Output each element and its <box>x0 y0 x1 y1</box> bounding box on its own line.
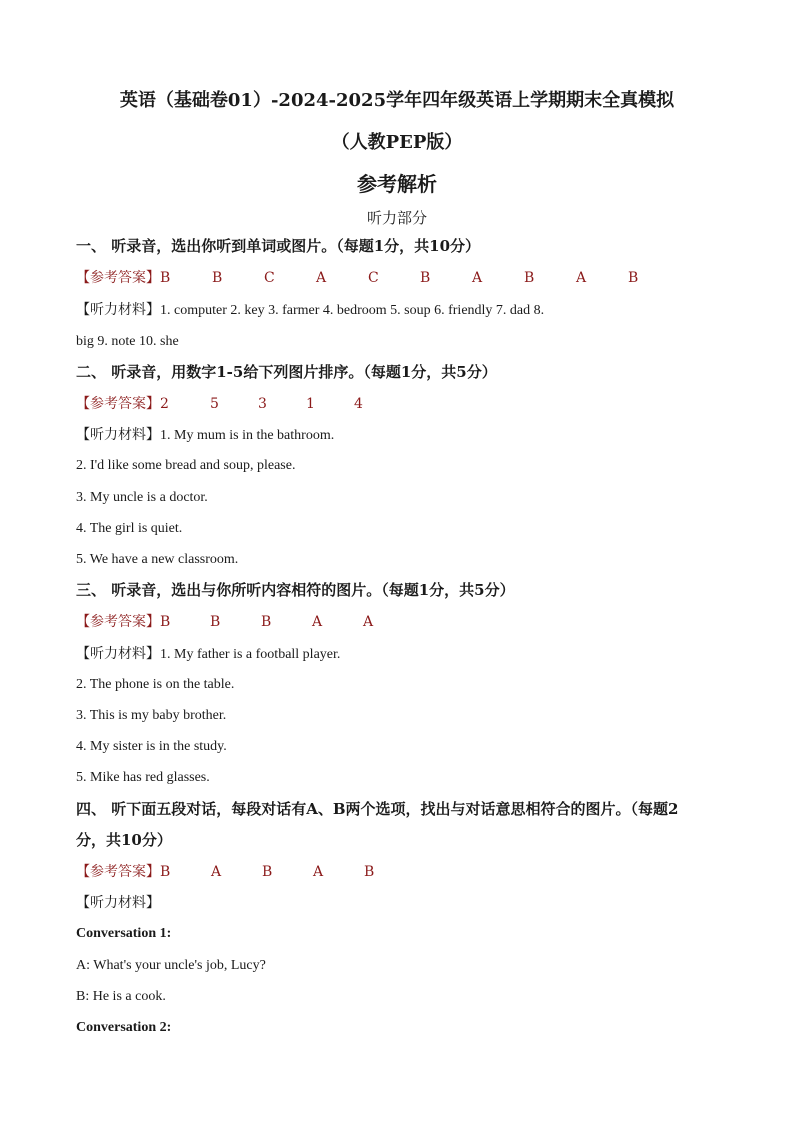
answer-item: A <box>576 270 587 286</box>
q4-answers <box>76 862 724 882</box>
answer-label: 【参考答案】 <box>76 270 160 286</box>
material-label: 【听力材料】 <box>76 302 160 318</box>
q4-heading-1: 四、 听下面五段对话，每段对话有A、B两个选项，找出与对话意思相符合的图片。（每题2 <box>76 800 679 818</box>
q2-heading: 二、 听录音，用数字1-5给下列图片排序。（每题1分，共5分） <box>76 363 497 381</box>
q2-material-4: 4. The girl is quiet. <box>76 521 183 536</box>
answer-item: A <box>472 270 483 286</box>
material-text: 1. computer 2. key 3. farmer 4. bedroom 5. soup 6. friendly 7. dad 8. <box>160 303 545 318</box>
q1-heading: 一、 听录音，选出你听到单词或图片。（每题1分，共10分） <box>76 237 481 255</box>
answer-item: A <box>211 864 222 880</box>
answer-item: A <box>363 614 374 630</box>
q2-material-1 <box>76 425 724 446</box>
q2-material-3: 3. My uncle is a doctor. <box>76 490 208 505</box>
q1-material-1 <box>76 300 724 321</box>
q1-answers <box>76 268 724 288</box>
answer-item: B <box>262 864 273 880</box>
q1-material-2: big 9. note 10. she <box>76 334 179 349</box>
q3-material-5: 5. Mike has red glasses. <box>76 770 210 785</box>
conversation-2-title: Conversation 2: <box>76 1020 172 1035</box>
q4-material-label: 【听力材料】 <box>76 895 160 911</box>
conversation-1-title: Conversation 1: <box>76 926 172 941</box>
material-label: 【听力材料】 <box>76 427 160 443</box>
q2-material-5: 5. We have a new classroom. <box>76 552 239 567</box>
q3-material-1 <box>76 644 724 665</box>
answer-item: B <box>524 270 535 286</box>
material-text: 1. My father is a football player. <box>160 647 341 662</box>
q3-heading: 三、 听录音，选出与你所听内容相符的图片。（每题1分，共5分） <box>76 581 515 599</box>
answer-item: B <box>212 270 223 286</box>
answer-item: 2 <box>160 396 169 412</box>
answer-item: A <box>316 270 327 286</box>
answer-item: B <box>160 864 171 880</box>
conversation-1-line-b: B: He is a cook. <box>76 989 166 1004</box>
answer-item: 3 <box>258 396 267 412</box>
answer-item: A <box>312 614 323 630</box>
answer-item: A <box>313 864 324 880</box>
conversation-1-line-a: A: What's your uncle's job, Lucy? <box>76 958 266 973</box>
q2-material-2: 2. I'd like some bread and soup, please. <box>76 458 296 473</box>
answer-item: 1 <box>306 396 315 412</box>
answer-label: 【参考答案】 <box>76 396 160 412</box>
answer-label: 【参考答案】 <box>76 864 160 880</box>
doc-subtitle: （人教PEP版） <box>331 132 463 153</box>
q3-answers <box>76 612 724 632</box>
answer-item: B <box>261 614 272 630</box>
section-title: 听力部分 <box>366 209 427 227</box>
answer-item: C <box>264 270 275 286</box>
q3-material-3: 3. This is my baby brother. <box>76 708 227 723</box>
answer-label: 【参考答案】 <box>76 614 160 630</box>
q3-material-2: 2. The phone is on the table. <box>76 677 235 692</box>
answer-item: B <box>160 614 171 630</box>
material-label: 【听力材料】 <box>76 646 160 662</box>
q2-answers <box>76 394 724 414</box>
doc-title: 英语（基础卷01）-2024-2025学年四年级英语上学期期末全真模拟 <box>119 90 675 111</box>
doc-heading: 参考解析 <box>357 172 437 196</box>
answer-item: B <box>210 614 221 630</box>
answer-item: 4 <box>354 396 363 412</box>
answer-item: B <box>364 864 375 880</box>
q3-material-4: 4. My sister is in the study. <box>76 739 227 754</box>
answer-item: 5 <box>210 396 219 412</box>
answer-item: B <box>420 270 431 286</box>
material-text: 1. My mum is in the bathroom. <box>160 428 335 443</box>
answer-item: B <box>160 270 171 286</box>
answer-item: C <box>368 270 379 286</box>
q4-heading-2: 分，共10分） <box>76 831 172 849</box>
answer-item: B <box>628 270 639 286</box>
